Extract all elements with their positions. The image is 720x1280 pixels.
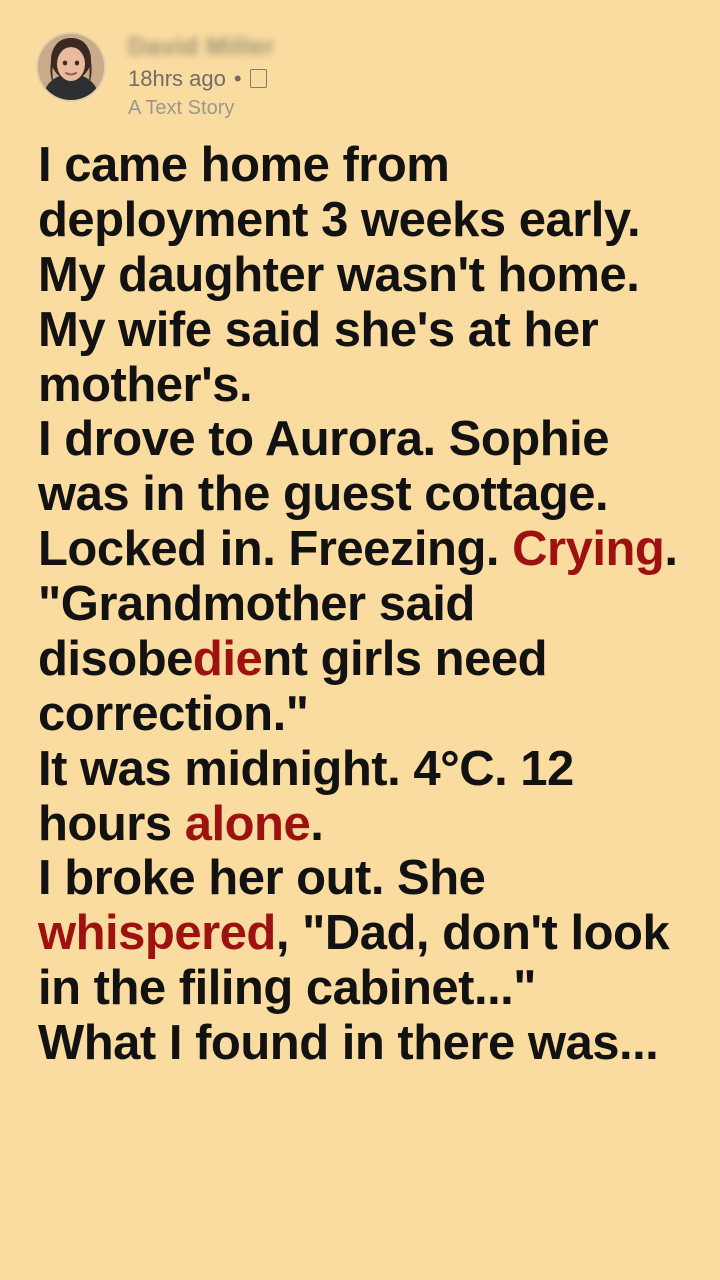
meta-separator: •: [233, 66, 242, 91]
author-name[interactable]: David Miller: [128, 33, 275, 61]
avatar[interactable]: [36, 32, 106, 102]
post-timestamp: 18hrs ago: [128, 66, 226, 91]
story-text: "Grandmother said disobe: [38, 577, 475, 686]
post-header: [0, 0, 720, 119]
story-highlight-text: whispered: [38, 906, 276, 961]
story-type-label: A Text Story: [128, 96, 235, 119]
story-text: I broke her out. She: [38, 851, 486, 906]
story-text: My wife said she's at her mother's.: [38, 302, 599, 412]
story-text: I drove to Aurora. Sophie was in the guest cottage. Locked in. Freezing.: [38, 412, 610, 577]
story-text: nt girls need correction.": [38, 631, 548, 741]
story-text: My daughter wasn't home.: [38, 247, 640, 302]
story-text: I came home from deployment 3 weeks early.: [38, 138, 641, 247]
story-text: It was midnight. 4°C. 12 hours: [38, 741, 574, 851]
story-text: What I found in there was...: [38, 1016, 659, 1070]
post-header-text: [128, 32, 274, 120]
avatar-photo-icon: [38, 34, 104, 100]
story-highlight-text: die: [192, 631, 263, 686]
story-text: .: [310, 796, 324, 851]
story-body: [0, 110, 720, 1071]
globe-icon: [250, 69, 267, 88]
post-meta: [128, 65, 274, 93]
story-highlight-text: Crying: [512, 522, 665, 577]
story-highlight-text: alone: [184, 796, 311, 851]
story-text: , "Dad, don't look in the filing cabinet...": [38, 906, 670, 1016]
story-text: .: [664, 522, 678, 577]
